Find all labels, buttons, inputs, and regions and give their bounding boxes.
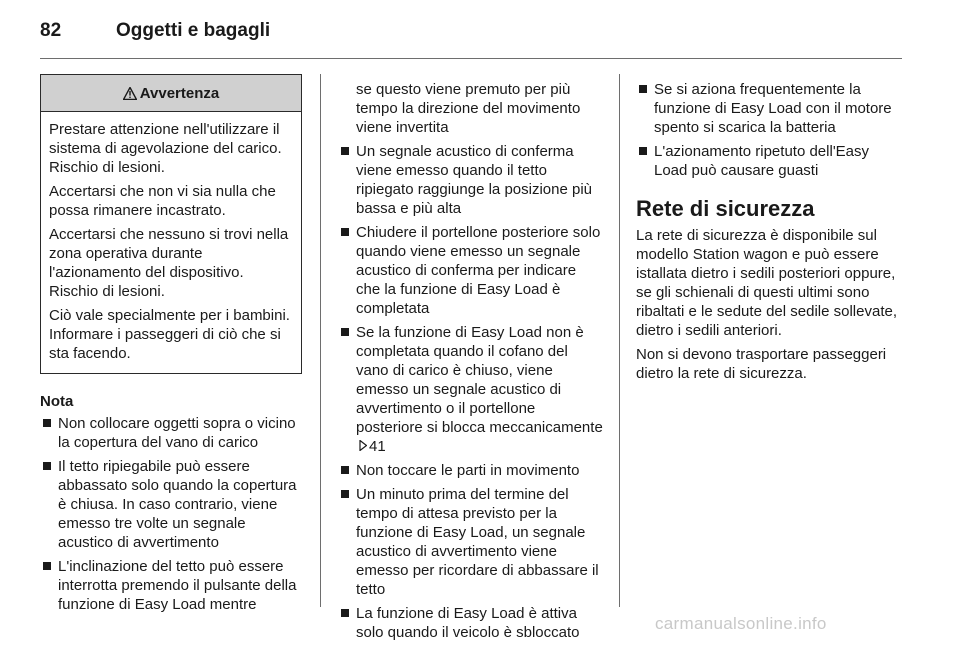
warning-paragraph: Prestare attenzione nell'utilizzare il sistema di agevolazione del carico. Rischio di lesioni. bbox=[49, 121, 282, 176]
list-item-with-reference bbox=[338, 323, 604, 456]
list-item: Non collocare oggetti sopra o vicino la copertura del vano di carico bbox=[40, 414, 304, 452]
nota-list bbox=[40, 414, 304, 614]
warning-paragraph: Accertarsi che nessuno si trovi nella zona operativa durante l'azionamento del dispositivo. Rischio di lesioni. bbox=[49, 226, 289, 300]
page-reference-arrow-icon bbox=[359, 437, 367, 456]
list-item-continuation: se questo viene premuto per più tempo la direzione del movimento viene invertita bbox=[356, 81, 581, 136]
section-paragraph: Non si devono trasportare passeggeri dietro la rete di sicurezza. bbox=[636, 346, 887, 382]
warning-paragraph: Ciò vale specialmente per i bambini. Informare i passeggeri di ciò che si sta facendo. bbox=[49, 307, 290, 362]
column-3 bbox=[636, 80, 904, 388]
warning-paragraph: Accertarsi che non vi sia nulla che possa rimanere incastrato. bbox=[49, 183, 276, 219]
list-item: Se si aziona frequentemente la funzione di Easy Load con il motore spento si scarica la batteria bbox=[636, 80, 904, 137]
nota-heading: Nota bbox=[40, 393, 74, 410]
section-paragraph: La rete di sicurezza è disponibile sul modello Station wagon e può essere istallata dietro i sedili posteriori oppure, se gli schienali di questi ultimi sono ribaltati e le sedute del sedile sollevate, dietro i sedili anteriori. bbox=[636, 227, 897, 339]
warning-box bbox=[40, 74, 302, 374]
list-item: Il tetto ripiegabile può essere abbassato solo quando la copertura è chiusa. In caso contrario, viene emesso tre volte un segnale acustico di avvertimento bbox=[40, 457, 304, 552]
list-item: Un segnale acustico di conferma viene emesso quando il tetto ripiegato raggiunge la posizione più bassa e più alta bbox=[338, 142, 604, 218]
list-item: Chiudere il portellone posteriore solo quando viene emesso un segnale acustico di conferma per indicare che la funzione di Easy Load è completata bbox=[338, 223, 604, 318]
column-1 bbox=[40, 74, 304, 619]
list-item: L'azionamento ripetuto dell'Easy Load può causare guasti bbox=[636, 142, 904, 180]
list-item-text: Se la funzione di Easy Load non è completata quando il cofano del vano di carico è chiuso, viene emesso un segnale acustico di avvertimento o il portellone posteriore si blocca meccanicamente bbox=[356, 324, 603, 436]
header-divider bbox=[40, 58, 902, 59]
column-2-list bbox=[338, 142, 604, 642]
warning-triangle-icon bbox=[123, 87, 140, 100]
column-2 bbox=[338, 80, 604, 647]
page-reference-link[interactable]: 41 bbox=[369, 438, 386, 455]
page-title: Oggetti e bagagli bbox=[116, 20, 271, 41]
page-number: 82 bbox=[40, 20, 62, 41]
warning-body bbox=[41, 112, 301, 373]
list-item: L'inclinazione del tetto può essere interrotta premendo il pulsante della funzione di Easy Load mentre bbox=[40, 557, 304, 614]
list-item: La funzione di Easy Load è attiva solo quando il veicolo è sbloccato bbox=[338, 604, 604, 642]
column-divider-right bbox=[619, 74, 620, 607]
warning-header bbox=[41, 75, 301, 112]
list-item: Un minuto prima del termine del tempo di attesa previsto per la funzione di Easy Load, un segnale acustico di avvertimento viene emesso per ricordare di abbassare il tetto bbox=[338, 485, 604, 599]
footer-watermark: carmanualsonline.info bbox=[655, 614, 827, 633]
list-item: Non toccare le parti in movimento bbox=[338, 461, 604, 480]
column-3-list bbox=[636, 80, 904, 180]
section-title: Rete di sicurezza bbox=[636, 196, 815, 221]
column-divider-left bbox=[320, 74, 321, 607]
warning-title: Avvertenza bbox=[139, 84, 220, 102]
